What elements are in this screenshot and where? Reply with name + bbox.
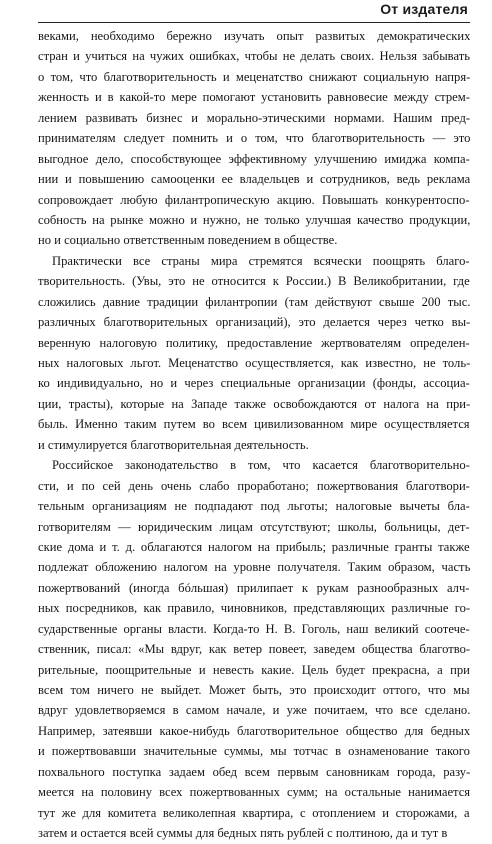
text-line: стран и учиться на чужих ошибках, чтобы не делать своих. Нельзя забывать	[38, 49, 470, 64]
text-line: вдруг удовлетворяемся в самом начале, и уже почитаем, что все сделано.	[38, 703, 470, 718]
text-line: подлежат обложению налогом на уровне получателя. Таким образом, часть	[38, 560, 470, 575]
text-line: рительные, поощрительные и невесть какие. Цель будет прекрасна, а при	[38, 662, 470, 677]
text-line: тельным организациям не подпадают под льготы; налоговые вычеты бла-	[38, 499, 470, 514]
text-line: ко индивидуально, но и через специальные организации (фонды, ассоциа-	[38, 376, 470, 391]
text-line: сложились давние традиции филантропии (там действуют свыше 200 тыс.	[38, 294, 470, 309]
paragraph	[38, 455, 470, 843]
body-text	[38, 26, 470, 844]
paragraph	[38, 251, 470, 455]
text-line: о том, что благотворительность и меценатство снижают социальную напря-	[38, 69, 470, 84]
text-line: сти, и по сей день очень слабо проработано; пожертвования благотвори-	[38, 478, 470, 493]
text-line: ных налоговых льгот. Меценатство осуществляется, как известно, не толь-	[38, 356, 470, 370]
text-line: Например, затеявши какое-нибудь благотворительное общество для бедных	[38, 723, 470, 738]
text-line: ции, трасты), которые на Западе также освобождаются от налога на при-	[38, 396, 470, 411]
text-line: быль. Именно таким путем во всем цивилизованном мире осуществляется	[38, 417, 470, 432]
text-line: собность на рынке можно и нужно, не только улучшая качество продукции,	[38, 212, 470, 227]
text-line: Российское законодательство в том, что касается благотворительно-	[52, 458, 470, 473]
text-line: тут же для комитета великолепная квартира, с отоплением и сторожами, а	[38, 805, 470, 820]
running-header	[38, 0, 470, 23]
text-line: различных благотворительных организаций), это делается через четко вы-	[38, 315, 470, 330]
running-title: От издателя	[380, 1, 468, 17]
text-line: выгодное дело, способствующее эффективному улучшению имиджа компа-	[38, 151, 470, 166]
text-line: веками, необходимо бережно изучать опыт развитых демократических	[38, 29, 470, 43]
text-line: и стимулируется благотворительная деятельность.	[38, 437, 309, 452]
text-line: ские дома и т. д. облагаются налогом на прибыль; различные гранты также	[38, 539, 470, 554]
text-line: сопровождает любую филантропическую акцию. Повышать конкурентоспо-	[38, 192, 470, 207]
text-line: похвального поступка задаем обед всем первым сановникам города, разу-	[38, 764, 470, 779]
text-line: всем том ничего не выйдет. Может быть, это происходит оттого, что мы	[38, 683, 470, 697]
text-line: принимателям следует помнить и о том, что благотворительность — это	[38, 131, 470, 146]
paragraph	[38, 26, 470, 251]
text-line: и пожертвовавши значительные суммы, мы тотчас в ознаменование такого	[38, 744, 470, 759]
text-line: меется на половину всех пожертвованных сумм; на остальные нанимается	[38, 785, 470, 800]
text-line: нии и повышению самооценки ее владельцев и сотрудников, ведь реклама	[38, 172, 470, 187]
text-line: творительность. (Увы, это не относится к России.) В Великобритании, где	[38, 274, 470, 289]
text-line: ных посредников, как правило, чиновников, представляющих различные го-	[38, 601, 470, 616]
text-line: но и социально ответственным поведением в обществе.	[38, 233, 338, 248]
text-line: веренную налоговую политику, предоставление жертвователям определен-	[38, 335, 470, 350]
text-line: сударственные органы власти. Когда-то Н. В. Гоголь, наш великий соотече-	[38, 621, 470, 636]
text-line: женность и в какой-то мере помогают установить равновесие между стрем-	[38, 90, 470, 105]
text-line: Практически все страны мира стремятся всячески поощрять благо-	[52, 253, 470, 268]
text-line: ственник, писал: «Мы вдруг, как ветер повеет, заведем общества благотво-	[38, 642, 470, 657]
text-line: затем и остается всей суммы для бедных пять рублей с полтиною, да и тут в	[38, 826, 448, 841]
text-line: лением развивать бизнес и морально-этическими нормами. Нашим пред-	[38, 110, 470, 125]
text-line: пожертвований (иногда бóльшая) прилипает к рукам разнообразных алч-	[38, 580, 470, 595]
text-line: готворителям — юридическим лицам отсутствуют; школы, больницы, дет-	[38, 519, 470, 534]
